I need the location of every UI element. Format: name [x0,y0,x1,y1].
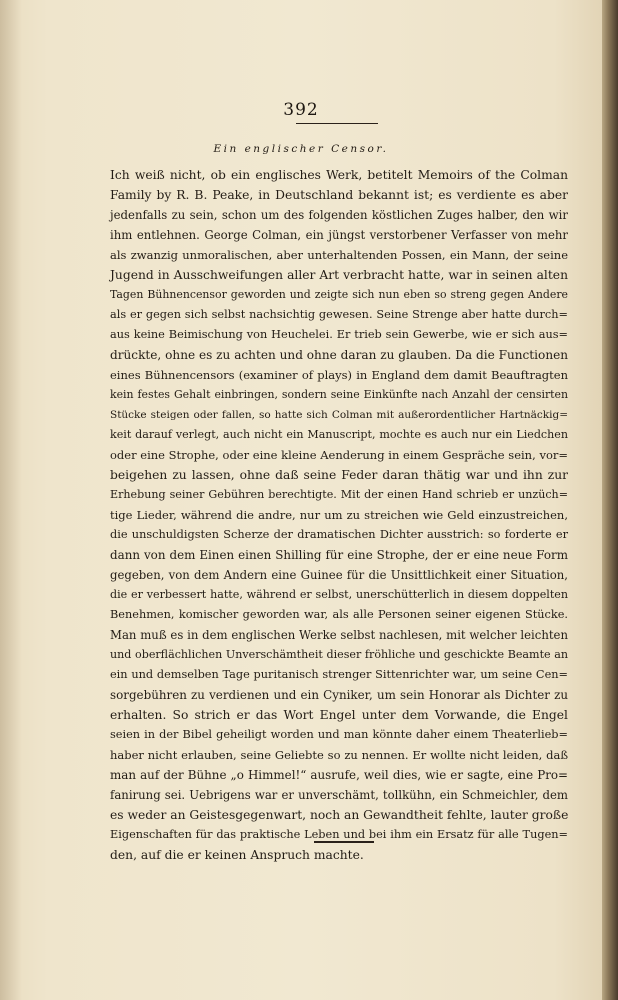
page-number: 392 [283,100,319,120]
end-rule [314,841,374,843]
text-line: Man muß es in dem englischen Werke selbst nachlesen, mit welcher leichten [110,628,568,642]
text-line: keit darauf verlegt, auch nicht ein Manuscript, mochte es auch nur ein Liedchen [110,428,568,441]
text-line: kein festes Gehalt einbringen, sondern seine Einkünfte nach Anzahl der censirten [110,388,568,401]
text-line: und oberflächlichen Unverschämtheit dieser fröhliche und geschickte Beamte an [110,648,568,661]
text-line: Ich weiß nicht, ob ein englisches Werk, betitelt Memoirs of the Colman [110,168,568,182]
text-line: es weder an Geistesgegenwart, noch an Gewandtheit fehlte, lauter große [110,808,569,822]
text-line: ihm entlehnen. George Colman, ein jüngst verstorbener Verfasser von mehr [110,228,568,242]
text-line: drückte, ohne es zu achten und ohne daran zu glauben. Da die Functionen [110,348,569,362]
text-line: eines Bühnencensors (examiner of plays) in England dem damit Beauftragten [110,368,568,382]
text-line: Benehmen, komischer geworden war, als alle Personen seiner eigenen Stücke. [110,608,568,621]
text-line: die unschuldigsten Scherze der dramatischen Dichter ausstrich: so forderte er [110,528,568,541]
text-line: Family by R. B. Peake, in Deutschland bekannt ist; es verdiente es aber [110,188,568,202]
article-heading: Ein englischer Censor. [213,143,389,155]
text-line: man auf der Bühne „o Himmel!“ ausrufe, weil dies, wie er sagte, eine Pro= [110,768,568,782]
text-line: Erhebung seiner Gebühren berechtigte. Mit der einen Hand schrieb er unzüch= [110,488,568,501]
book-edge [602,0,618,1000]
article-body [110,165,568,865]
text-line: ein und demselben Tage puritanisch strenger Sittenrichter war, um seine Cen= [110,668,568,681]
text-line: die er verbessert hatte, während er selbst, unerschütterlich in diesem doppelten [110,588,568,601]
text-line: als er gegen sich selbst nachsichtig gewesen. Seine Strenge aber hatte durch= [110,308,568,321]
text-line: seien in der Bibel geheiligt worden und man könnte daher einem Theaterlieb= [110,728,568,741]
text-line: oder eine Strophe, oder eine kleine Aenderung in einem Gespräche sein, vor= [110,448,568,462]
text-line: aus keine Beimischung von Heuchelei. Er trieb sein Gewerbe, wie er sich aus= [110,328,568,341]
text-line: dann von dem Einen einen Shilling für eine Strophe, der er eine neue Form [110,548,568,562]
text-line: Tagen Bühnencensor geworden und zeigte sich nun eben so streng gegen Andere [110,288,568,301]
text-line: sorgebühren zu verdienen und ein Cyniker, um sein Honorar als Dichter zu [110,688,568,702]
header-rule [296,123,378,124]
text-line: Eigenschaften für das praktische Leben und bei ihm ein Ersatz für alle Tugen= [110,828,568,841]
text-line: haber nicht erlauben, seine Geliebte so zu nennen. Er wollte nicht leiden, daß [110,748,568,762]
text-line: gegeben, von dem Andern eine Guinee für die Unsittlichkeit einer Situation, [110,568,568,582]
text-line: den, auf die er keinen Anspruch machte. [110,848,364,862]
text-line: fanirung sei. Uebrigens war er unverschämt, tollkühn, ein Schmeichler, dem [110,788,568,802]
text-line: erhalten. So strich er das Wort Engel unter dem Vorwande, die Engel [110,708,568,722]
text-line: Stücke steigen oder fallen, so hatte sich Colman mit außerordentlicher Hartnäckig= [110,409,568,421]
text-line: Jugend in Ausschweifungen aller Art verbracht hatte, war in seinen alten [110,268,568,282]
text-line: beigehen zu lassen, ohne daß seine Feder daran thätig war und ihn zur [110,468,568,482]
text-line: als zwanzig unmoralischen, aber unterhaltenden Possen, ein Mann, der seine [110,248,568,262]
text-line: tige Lieder, während die andre, nur um zu streichen wie Geld einzustreichen, [110,508,568,522]
text-line: jedenfalls zu sein, schon um des folgenden köstlichen Zuges halber, den wir [110,208,568,222]
